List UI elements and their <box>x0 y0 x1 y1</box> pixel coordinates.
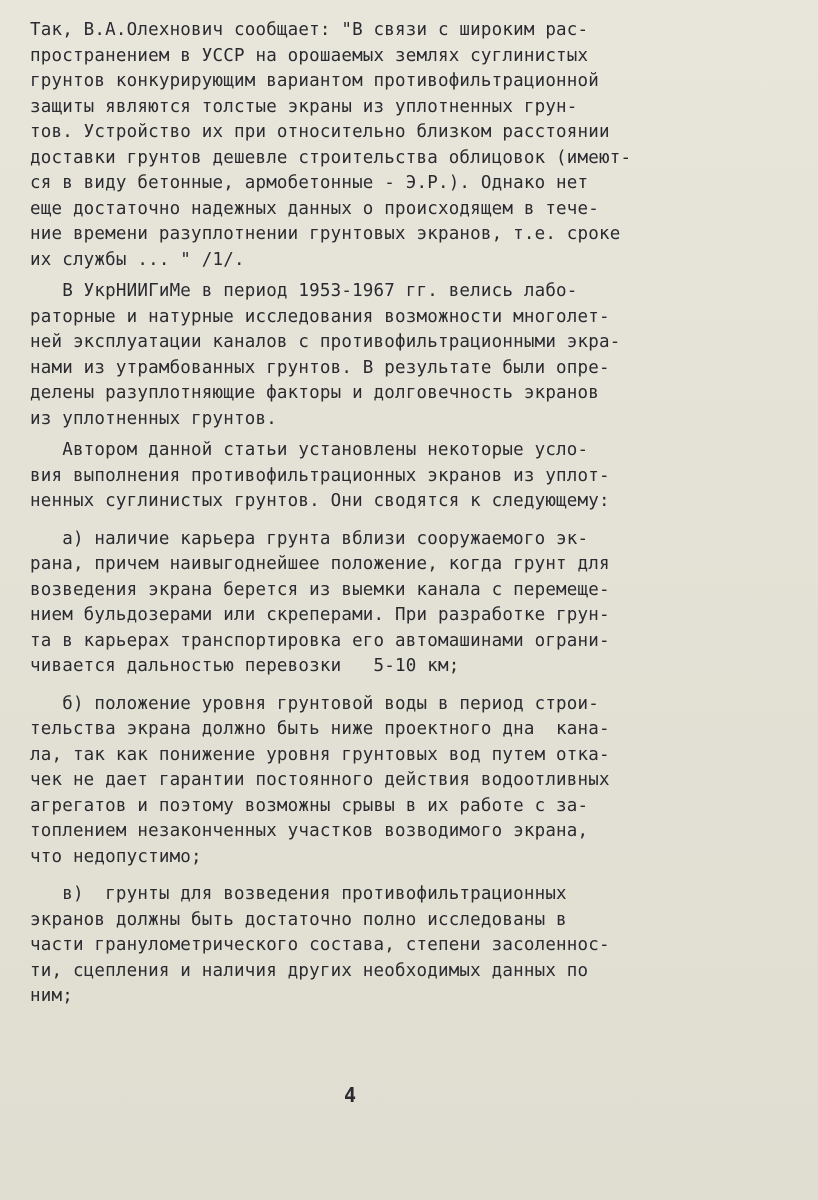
text-line: экранов должны быть достаточно полно исследованы в <box>30 909 567 930</box>
text-line: пространением в УССР на орошаемых землях суглинистых <box>30 45 589 66</box>
text-line: ние времени разуплотнении грунтовых экранов, т.е. сроке <box>30 224 621 244</box>
paragraph <box>30 692 790 871</box>
text-line: раторные и натурные исследования возможности многолет- <box>30 306 610 327</box>
text-line: ти, сцепления и наличия других необходимых данных по <box>30 960 589 981</box>
text-line: чивается дальностью перевозки 5-10 км; <box>30 656 460 676</box>
text-line: нием бульдозерами или скреперами. При разработке грун- <box>30 605 610 625</box>
paragraph <box>30 438 790 515</box>
text-line: чек не дает гарантии постоянного действия водоотливных <box>30 770 610 790</box>
text-line: ся в виду бетонные, армобетонные - Э.Р.). Однако нет <box>30 173 589 193</box>
paragraph-gap <box>30 870 790 882</box>
paragraph <box>30 279 790 432</box>
text-line: возведения экрана берется из выемки канала с перемеще- <box>30 579 610 600</box>
text-line: рана, причем наивыгоднейшее положение, когда грунт для <box>30 554 610 574</box>
text-line: Автором данной статьи установлены некоторые усло- <box>30 440 589 460</box>
text-line: вия выполнения противофильтрационных экранов из уплот- <box>30 465 610 486</box>
paragraph <box>30 18 790 273</box>
page-number: 4 <box>343 1083 357 1107</box>
text-line: в) грунты для возведения противофильтрационных <box>30 884 567 904</box>
text-line: защиты являются толстые экраны из уплотненных грун- <box>30 96 578 117</box>
text-line: нами из утрамбованных грунтов. В результате были опре- <box>30 357 610 378</box>
text-line: что недопустимо; <box>30 846 202 867</box>
text-line: ненных суглинистых грунтов. Они сводятся к следующему: <box>30 491 610 511</box>
paragraph-gap <box>30 515 790 527</box>
text-line: грунтов конкурирующим вариантом противофильтрационной <box>30 71 600 91</box>
text-line: б) положение уровня грунтовой воды в период строи- <box>30 693 600 714</box>
text-line: из уплотненных грунтов. <box>30 408 277 429</box>
text-line: Так, В.А.Олехнович сообщает: "В связи с широким рас- <box>30 20 589 40</box>
text-line: части гранулометрического состава, степени засоленнос- <box>30 935 610 955</box>
text-line: тов. Устройство их при относительно близком расстоянии <box>30 122 610 142</box>
text-line: топлением незаконченных участков возводимого экрана, <box>30 821 589 841</box>
paragraph <box>30 527 790 680</box>
paragraph <box>30 882 790 1010</box>
text-line: а) наличие карьера грунта вблизи сооружаемого эк- <box>30 528 589 549</box>
text-line: делены разуплотняющие факторы и долговечность экранов <box>30 383 600 403</box>
text-line: их службы ... " /1/. <box>30 249 245 270</box>
text-line: агрегатов и поэтому возможны срывы в их работе с за- <box>30 795 589 816</box>
text-line: ним; <box>30 986 73 1006</box>
text-line: ла, так как понижение уровня грунтовых вод путем отка- <box>30 744 610 765</box>
text-line: ней эксплуатации каналов с противофильтрационными экра- <box>30 332 621 352</box>
text-line: В УкрНИИГиМе в период 1953-1967 гг. велись лабо- <box>30 281 578 301</box>
paragraph-gap <box>30 680 790 692</box>
body-text <box>30 18 790 1010</box>
text-line: та в карьерах транспортировка его автомашинами ограни- <box>30 630 610 651</box>
text-line: доставки грунтов дешевле строительства облицовок (имеют- <box>30 147 632 168</box>
text-line: тельства экрана должно быть ниже проектного дна кана- <box>30 719 610 739</box>
text-line: еще достаточно надежных данных о происходящем в тече- <box>30 198 600 219</box>
